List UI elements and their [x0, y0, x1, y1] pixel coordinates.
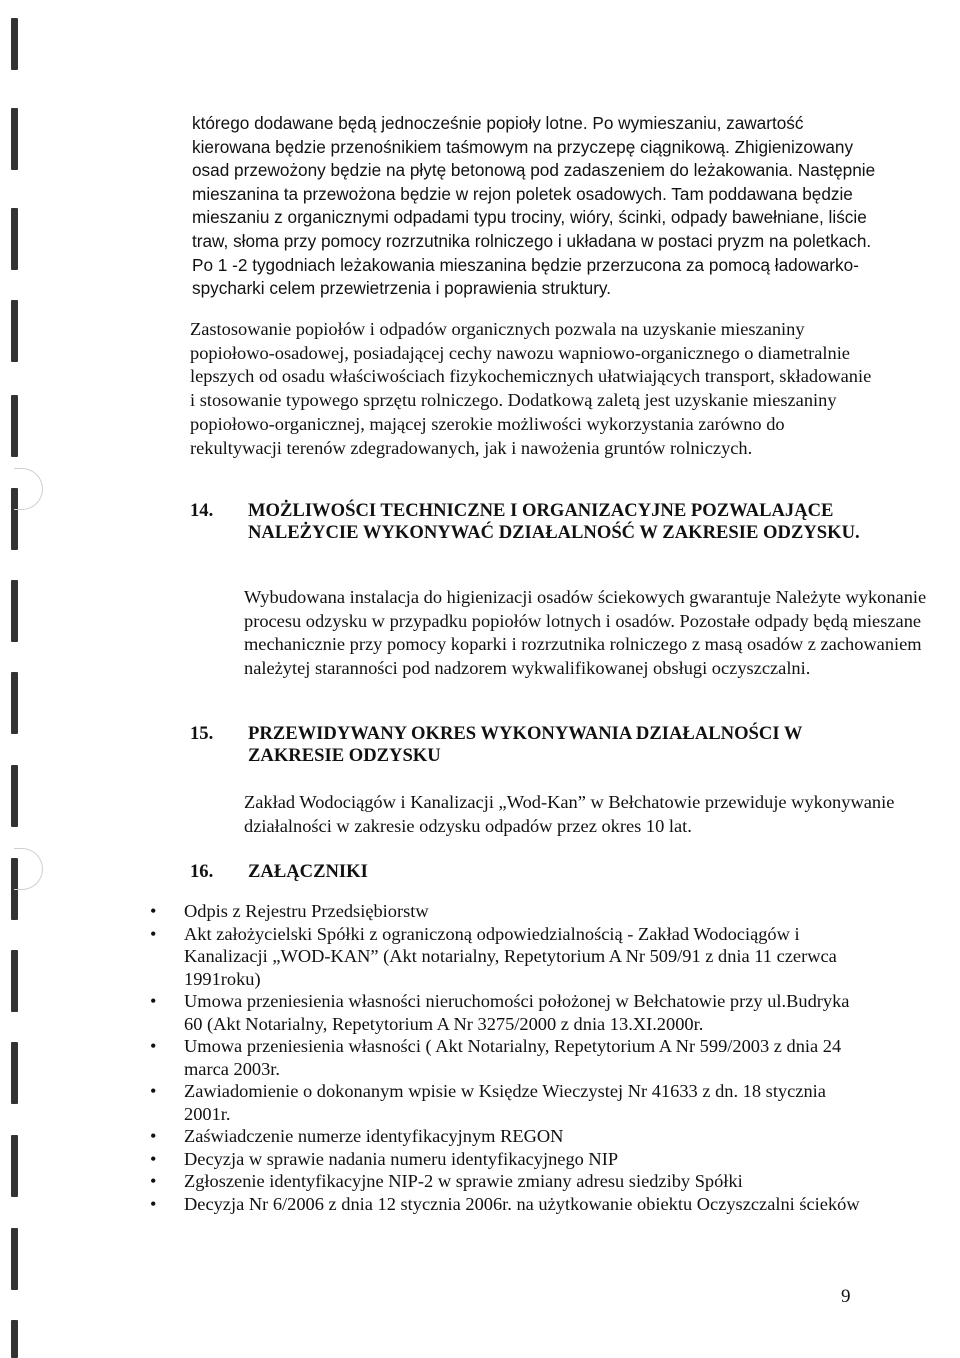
paragraph-process-description: którego dodawane będą jednocześnie popioły lotne. Po wymieszaniu, zawartość kierowana będzie przenośnikiem taśmowym na przyczepę ciągnikową. Zhigienizowany osad przewożony będzie na płytę betonową pod zadaszeniem do leżakowania. Następnie mieszanina ta przewożona będzie w rejon poletek osadowych. Tam poddawana będzie mieszaniu z organicznymi odpadami typu trociny, wióry, ścinki, odpady bawełniane, liście traw, słoma przy pomocy rozrzutnika rolniczego i układana w postaci pryzm na poletkach. Po 1 -2 tygodniach leżakowania mieszanina będzie przerzucona za pomocą ładowarko-spycharki celem przewietrzenia i poprawienia struktury.	[192, 113, 876, 299]
list-item: • Decyzja w sprawie nadania numeru identyfikacyjnego NIP	[150, 1148, 619, 1169]
bullet-icon: •	[150, 1126, 157, 1146]
section-15-body: Zakład Wodociągów i Kanalizacji „Wod-Kan” w Bełchatowie przewiduje wykonywanie działalności w zakresie odzysku odpadów przez okres 10 lat.	[244, 792, 895, 836]
bullet-icon: •	[150, 923, 157, 944]
list-item: • Umowa przeniesienia własności ( Akt Notarialny, Repetytorium A Nr 599/2003 z dnia 24 marca 2003r.	[150, 1036, 842, 1079]
list-item: • Zaświadczenie numerze identyfikacyjnym REGON	[150, 1126, 564, 1146]
bullet-icon: •	[150, 901, 157, 921]
section-16-title: ZAŁĄCZNIKI	[248, 861, 368, 882]
section-14-title: MOŻLIWOŚCI TECHNICZNE I ORGANIZACYJNE POZWALAJĄCE NALEŻYCIE WYKONYWAĆ DZIAŁALNOŚĆ W ZAKRESIE ODZYSKU.	[248, 500, 860, 543]
section-15-number: 15.	[190, 723, 214, 744]
section-16-number: 16.	[190, 861, 214, 882]
bullet-icon: •	[150, 1036, 157, 1056]
paragraph-benefits: Zastosowanie popiołów i odpadów organicznych pozwala na uzyskanie mieszaniny popiołowo-osadowej, posiadającej cechy nawozu wapniowo-organicznego o diametralnie lepszych od osadu właściwościach fizykochemicznych ułatwiających transport, składowanie i stosowanie typowego sprzętu rolniczego. Dodatkową zaletą jest uzyskanie mieszaniny popiołowo-organicznej, mającej szerokie możliwości wykorzystania zarówno do rekultywacji terenów zdegradowanych, jak i nawożenia gruntów rolniczych.	[190, 319, 872, 458]
section-14-body: Wybudowana instalacja do higienizacji osadów ściekowych gwarantuje Należyte wykonanie procesu odzysku w przypadku popiołów lotnych i osadów. Pozostałe odpady będą mieszane mechanicznie przy pomocy koparki i rozrzutnika rolniczego z masą osadów z zachowaniem należytej staranności pod nadzorem wykwalifikowanej obsługi oczyszczalni.	[244, 587, 927, 679]
attachments-list	[150, 900, 870, 1215]
bullet-icon: •	[150, 1148, 157, 1169]
list-item: • Zgłoszenie identyfikacyjne NIP-2 w sprawie zmiany adresu siedziby Spółki	[150, 1171, 743, 1191]
list-item: • Odpis z Rejestru Przedsiębiorstw	[150, 901, 429, 921]
bullet-icon: •	[150, 1081, 157, 1101]
section-15-title: PRZEWIDYWANY OKRES WYKONYWANIA DZIAŁALNOŚCI W ZAKRESIE ODZYSKU	[248, 723, 803, 766]
binder-edge	[0, 0, 40, 1358]
bullet-icon: •	[150, 991, 157, 1011]
bullet-icon: •	[150, 1171, 157, 1191]
list-item: • Decyzja Nr 6/2006 z dnia 12 stycznia 2006r. na użytkowanie obiektu Oczyszczalni ścieków	[150, 1193, 860, 1214]
section-14-number: 14.	[190, 500, 214, 521]
list-item: • Zawiadomienie o dokonanym wpisie w Księdze Wieczystej Nr 41633 z dn. 18 stycznia 2001r.	[150, 1081, 826, 1124]
list-item: • Umowa przeniesienia własności nieruchomości położonej w Bełchatowie przy ul.Budryka 60 (Akt Notarialny, Repetytorium A Nr 3275/2000 z dnia 13.XI.2000r.	[150, 991, 850, 1034]
bullet-icon: •	[150, 1193, 157, 1214]
list-item: • Akt założycielski Spółki z ograniczoną odpowiedzialnością - Zakład Wodociągów i Kanalizacji „WOD-KAN” (Akt notarialny, Repetytorium A Nr 509/91 z dnia 11 czerwca 1991roku)	[150, 923, 837, 989]
page-number: 9	[841, 1286, 851, 1307]
